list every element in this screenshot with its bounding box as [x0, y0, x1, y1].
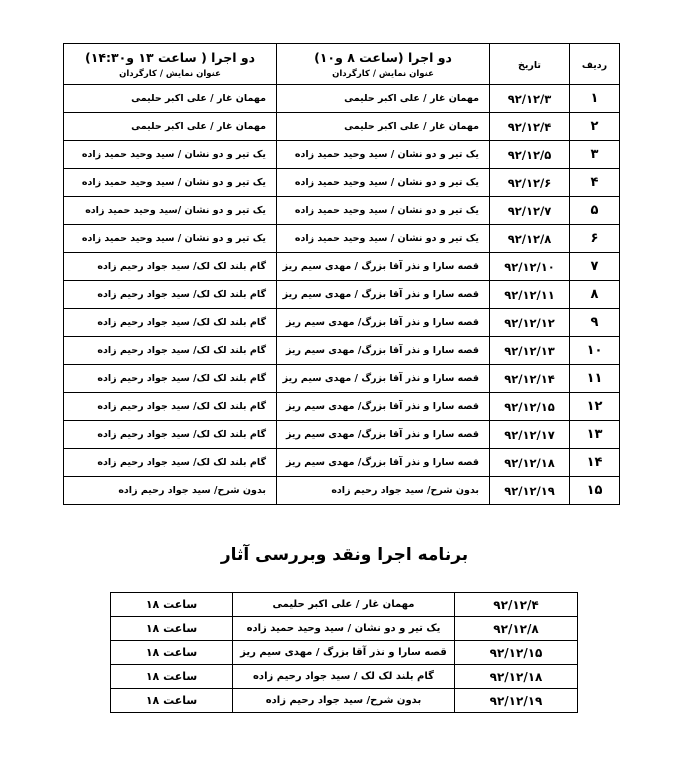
table-row: [64, 253, 620, 281]
row-number-cell: ۱۲: [570, 393, 620, 421]
header-session-1-subtitle: عنوان نمایش / کارگردان: [332, 69, 434, 79]
session-1-cell: قصه سارا و نذر آقا بزرگ / مهدی سیم ریز: [277, 365, 490, 393]
session-2-cell: گام بلند لک لک/ سید جواد رحیم زاده: [64, 281, 277, 309]
table-row: [64, 365, 620, 393]
row-number-cell: ۱۳: [570, 421, 620, 449]
table-row: [64, 393, 620, 421]
row-number-cell: ۱: [570, 85, 620, 113]
review-date-cell: ۹۲/۱۲/۱۸: [455, 665, 578, 689]
session-2-cell: گام بلند لک لک/ سید جواد رحیم زاده: [64, 365, 277, 393]
review-row: [111, 617, 578, 641]
table-row: [64, 225, 620, 253]
review-show-cell: گام بلند لک لک / سید جواد رحیم زاده: [233, 665, 455, 689]
row-number-cell: ۵: [570, 197, 620, 225]
session-1-cell: مهمان غار / علی اکبر حلیمی: [277, 113, 490, 141]
session-1-cell: یک تیر و دو نشان / سید وحید حمید زاده: [277, 169, 490, 197]
review-section-heading: برنامه اجرا ونقد وبررسی آثار: [220, 545, 469, 565]
row-number-cell: ۳: [570, 141, 620, 169]
session-2-cell: مهمان غار / علی اکبر حلیمی: [64, 113, 277, 141]
session-1-cell: یک تیر و دو نشان / سید وحید حمید زاده: [277, 141, 490, 169]
date-cell: ۹۲/۱۲/۶: [490, 169, 570, 197]
table-row: [64, 477, 620, 505]
header-date: [490, 44, 570, 85]
review-date-cell: ۹۲/۱۲/۱۹: [455, 689, 578, 713]
date-cell: ۹۲/۱۲/۱۷: [490, 421, 570, 449]
date-cell: ۹۲/۱۲/۱۴: [490, 365, 570, 393]
row-number-cell: ۱۰: [570, 337, 620, 365]
header-session-1-title: دو اجرا (ساعت ۸ و۱۰): [314, 50, 452, 65]
table-row: [64, 113, 620, 141]
review-show-cell: مهمان غار / علی اکبر حلیمی: [233, 593, 455, 617]
header-row-number: [570, 44, 620, 85]
date-cell: ۹۲/۱۲/۱۹: [490, 477, 570, 505]
header-session-2-title: دو اجرا ( ساعت ۱۳ و۱۴:۳۰): [84, 50, 256, 65]
session-2-cell: گام بلند لک لک/ سید جواد رحیم زاده: [64, 309, 277, 337]
session-2-cell: گام بلند لک لک/ سید جواد رحیم زاده: [64, 337, 277, 365]
date-cell: ۹۲/۱۲/۵: [490, 141, 570, 169]
session-1-cell: قصه سارا و نذر آقا بزرگ/ مهدی سیم ریز: [277, 393, 490, 421]
table-row: [64, 449, 620, 477]
session-2-cell: یک تیر و دو نشان / سید وحید حمید زاده: [64, 169, 277, 197]
row-number-cell: ۹: [570, 309, 620, 337]
schedule-rows: [64, 85, 620, 505]
review-schedule-table: [110, 592, 578, 713]
row-number-cell: ۶: [570, 225, 620, 253]
review-show-cell: یک تیر و دو نشان / سید وحید حمید زاده: [233, 617, 455, 641]
date-cell: ۹۲/۱۲/۴: [490, 113, 570, 141]
review-row: [111, 593, 578, 617]
date-cell: ۹۲/۱۲/۱۱: [490, 281, 570, 309]
header-session-2: [64, 44, 277, 85]
date-cell: ۹۲/۱۲/۸: [490, 225, 570, 253]
session-2-cell: بدون شرح/ سید جواد رحیم زاده: [64, 477, 277, 505]
review-rows: [111, 593, 578, 713]
table-row: [64, 309, 620, 337]
review-time-cell: ساعت ۱۸: [111, 617, 233, 641]
performance-schedule-table: [63, 43, 620, 505]
review-date-cell: ۹۲/۱۲/۴: [455, 593, 578, 617]
review-row: [111, 641, 578, 665]
header-date-label: تاریخ: [517, 60, 542, 71]
review-time-cell: ساعت ۱۸: [111, 641, 233, 665]
session-1-cell: قصه سارا و نذر آقا بزرگ/ مهدی سیم ریز: [277, 449, 490, 477]
review-show-cell: قصه سارا و نذر آقا بزرگ / مهدی سیم ریز: [233, 641, 455, 665]
session-1-cell: قصه سارا و نذر آقا بزرگ/ مهدی سیم ریز: [277, 337, 490, 365]
table-row: [64, 141, 620, 169]
date-cell: ۹۲/۱۲/۱۸: [490, 449, 570, 477]
header-session-2-subtitle: عنوان نمایش / کارگردان: [119, 69, 221, 79]
table-row: [64, 281, 620, 309]
session-1-cell: یک تیر و دو نشان / سید وحید حمید زاده: [277, 225, 490, 253]
session-1-cell: یک تیر و دو نشان / سید وحید حمید زاده: [277, 197, 490, 225]
review-row: [111, 689, 578, 713]
session-1-cell: مهمان غار / علی اکبر حلیمی: [277, 85, 490, 113]
review-show-cell: بدون شرح/ سید جواد رحیم زاده: [233, 689, 455, 713]
table-header-row: [64, 44, 620, 85]
header-session-1: [277, 44, 490, 85]
row-number-cell: ۱۴: [570, 449, 620, 477]
session-1-cell: قصه سارا و نذر آقا بزرگ/ مهدی سیم ریز: [277, 309, 490, 337]
review-row: [111, 665, 578, 689]
table-row: [64, 85, 620, 113]
table-row: [64, 421, 620, 449]
table-row: [64, 197, 620, 225]
review-time-cell: ساعت ۱۸: [111, 665, 233, 689]
session-2-cell: مهمان غار / علی اکبر حلیمی: [64, 85, 277, 113]
row-number-cell: ۸: [570, 281, 620, 309]
table-row: [64, 169, 620, 197]
session-2-cell: گام بلند لک لک/ سید جواد رحیم زاده: [64, 449, 277, 477]
date-cell: ۹۲/۱۲/۱۵: [490, 393, 570, 421]
date-cell: ۹۲/۱۲/۳: [490, 85, 570, 113]
review-time-cell: ساعت ۱۸: [111, 593, 233, 617]
table-row: [64, 337, 620, 365]
review-date-cell: ۹۲/۱۲/۸: [455, 617, 578, 641]
row-number-cell: ۷: [570, 253, 620, 281]
session-2-cell: یک تیر و دو نشان / سید وحید حمید زاده: [64, 141, 277, 169]
review-time-cell: ساعت ۱۸: [111, 689, 233, 713]
date-cell: ۹۲/۱۲/۱۳: [490, 337, 570, 365]
session-2-cell: یک تیر و دو نشان / سید وحید حمید زاده: [64, 225, 277, 253]
session-2-cell: یک تیر و دو نشان /سید وحید حمید زاده: [64, 197, 277, 225]
session-2-cell: گام بلند لک لک/ سید جواد رحیم زاده: [64, 421, 277, 449]
date-cell: ۹۲/۱۲/۱۲: [490, 309, 570, 337]
session-1-cell: قصه سارا و نذر آقا بزرگ / مهدی سیم ریز: [277, 253, 490, 281]
date-cell: ۹۲/۱۲/۱۰: [490, 253, 570, 281]
row-number-cell: ۱۱: [570, 365, 620, 393]
session-1-cell: قصه سارا و نذر آقا بزرگ/ مهدی سیم ریز: [277, 421, 490, 449]
session-1-cell: بدون شرح/ سید جواد رحیم زاده: [277, 477, 490, 505]
session-2-cell: گام بلند لک لک/ سید جواد رحیم زاده: [64, 393, 277, 421]
date-cell: ۹۲/۱۲/۷: [490, 197, 570, 225]
session-2-cell: گام بلند لک لک/ سید جواد رحیم زاده: [64, 253, 277, 281]
header-row-number-label: ردیف: [581, 60, 608, 71]
session-1-cell: قصه سارا و نذر آقا بزرگ / مهدی سیم ریز: [277, 281, 490, 309]
row-number-cell: ۴: [570, 169, 620, 197]
review-date-cell: ۹۲/۱۲/۱۵: [455, 641, 578, 665]
row-number-cell: ۱۵: [570, 477, 620, 505]
row-number-cell: ۲: [570, 113, 620, 141]
